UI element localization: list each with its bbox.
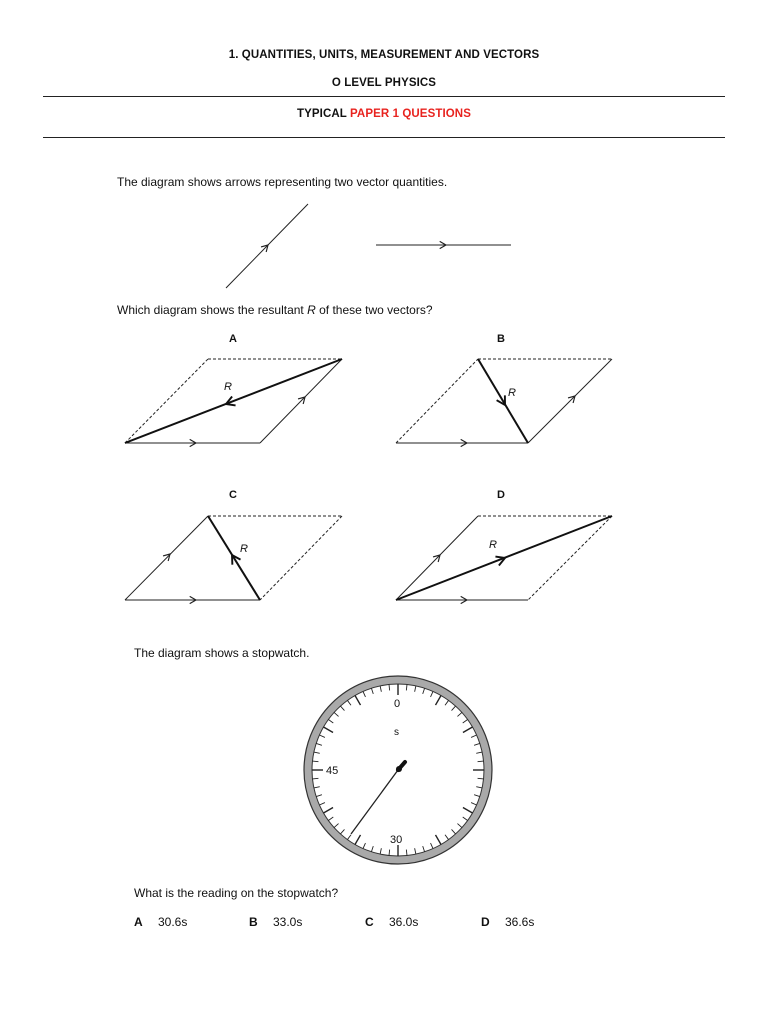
q2-stem: The diagram shows a stopwatch.	[134, 646, 310, 660]
choice-c-text: 36.0s	[389, 915, 419, 929]
document-title: 1. QUANTITIES, UNITS, MEASUREMENT AND VECTORS	[228, 49, 540, 61]
dial-tick	[406, 850, 407, 856]
choice-d[interactable]	[481, 915, 534, 929]
dial-tick	[389, 850, 390, 856]
option-a-r-label: R	[224, 381, 232, 393]
dial-unit: s	[394, 727, 399, 738]
section-prefix: TYPICAL	[297, 108, 347, 120]
option-c-letter: C	[229, 489, 237, 501]
section-highlight: PAPER 1 QUESTIONS	[350, 108, 471, 120]
choice-a-letter: A	[134, 915, 143, 929]
choice-d-letter: D	[481, 915, 490, 929]
option-b-letter: B	[497, 333, 505, 345]
dial-label-zero: 0	[394, 698, 401, 710]
dial-tick	[478, 778, 484, 779]
choice-c-letter: C	[365, 915, 374, 929]
dial-tick	[389, 684, 390, 690]
dial-tick	[312, 761, 318, 762]
document-subtitle: O LEVEL PHYSICS	[331, 77, 437, 89]
q1-question-post: of these two vectors?	[315, 303, 433, 317]
option-c-diagram	[125, 516, 342, 600]
dial-label-30: 30	[390, 834, 403, 846]
q1-question	[117, 303, 433, 317]
q1-stem: The diagram shows arrows representing two vector quantities.	[117, 175, 448, 189]
dial-tick	[406, 684, 407, 690]
q1-question-pre: Which diagram shows the resultant	[117, 303, 308, 317]
option-d-diagram	[396, 516, 612, 600]
dial-label-45: 45	[326, 765, 339, 777]
dial-tick	[478, 761, 484, 762]
dial-tick	[312, 778, 318, 779]
option-b-r-label: R	[508, 387, 516, 399]
option-d-r-label: R	[489, 539, 497, 551]
option-b-diagram	[396, 359, 612, 443]
choice-b-letter: B	[249, 915, 258, 929]
q1-question-var: R	[307, 303, 316, 317]
choice-b-text: 33.0s	[273, 915, 303, 929]
option-a-diagram	[125, 359, 342, 443]
choice-b[interactable]	[249, 915, 302, 929]
option-a-letter: A	[229, 333, 237, 345]
choice-c[interactable]	[365, 915, 418, 929]
choice-d-text: 36.6s	[505, 915, 535, 929]
q2-question: What is the reading on the stopwatch?	[134, 886, 339, 900]
option-d-letter: D	[497, 489, 505, 501]
option-c-r-label: R	[240, 543, 248, 555]
choice-a-text: 30.6s	[158, 915, 188, 929]
given-vector-diagonal	[226, 204, 308, 288]
choice-a[interactable]	[134, 915, 187, 929]
